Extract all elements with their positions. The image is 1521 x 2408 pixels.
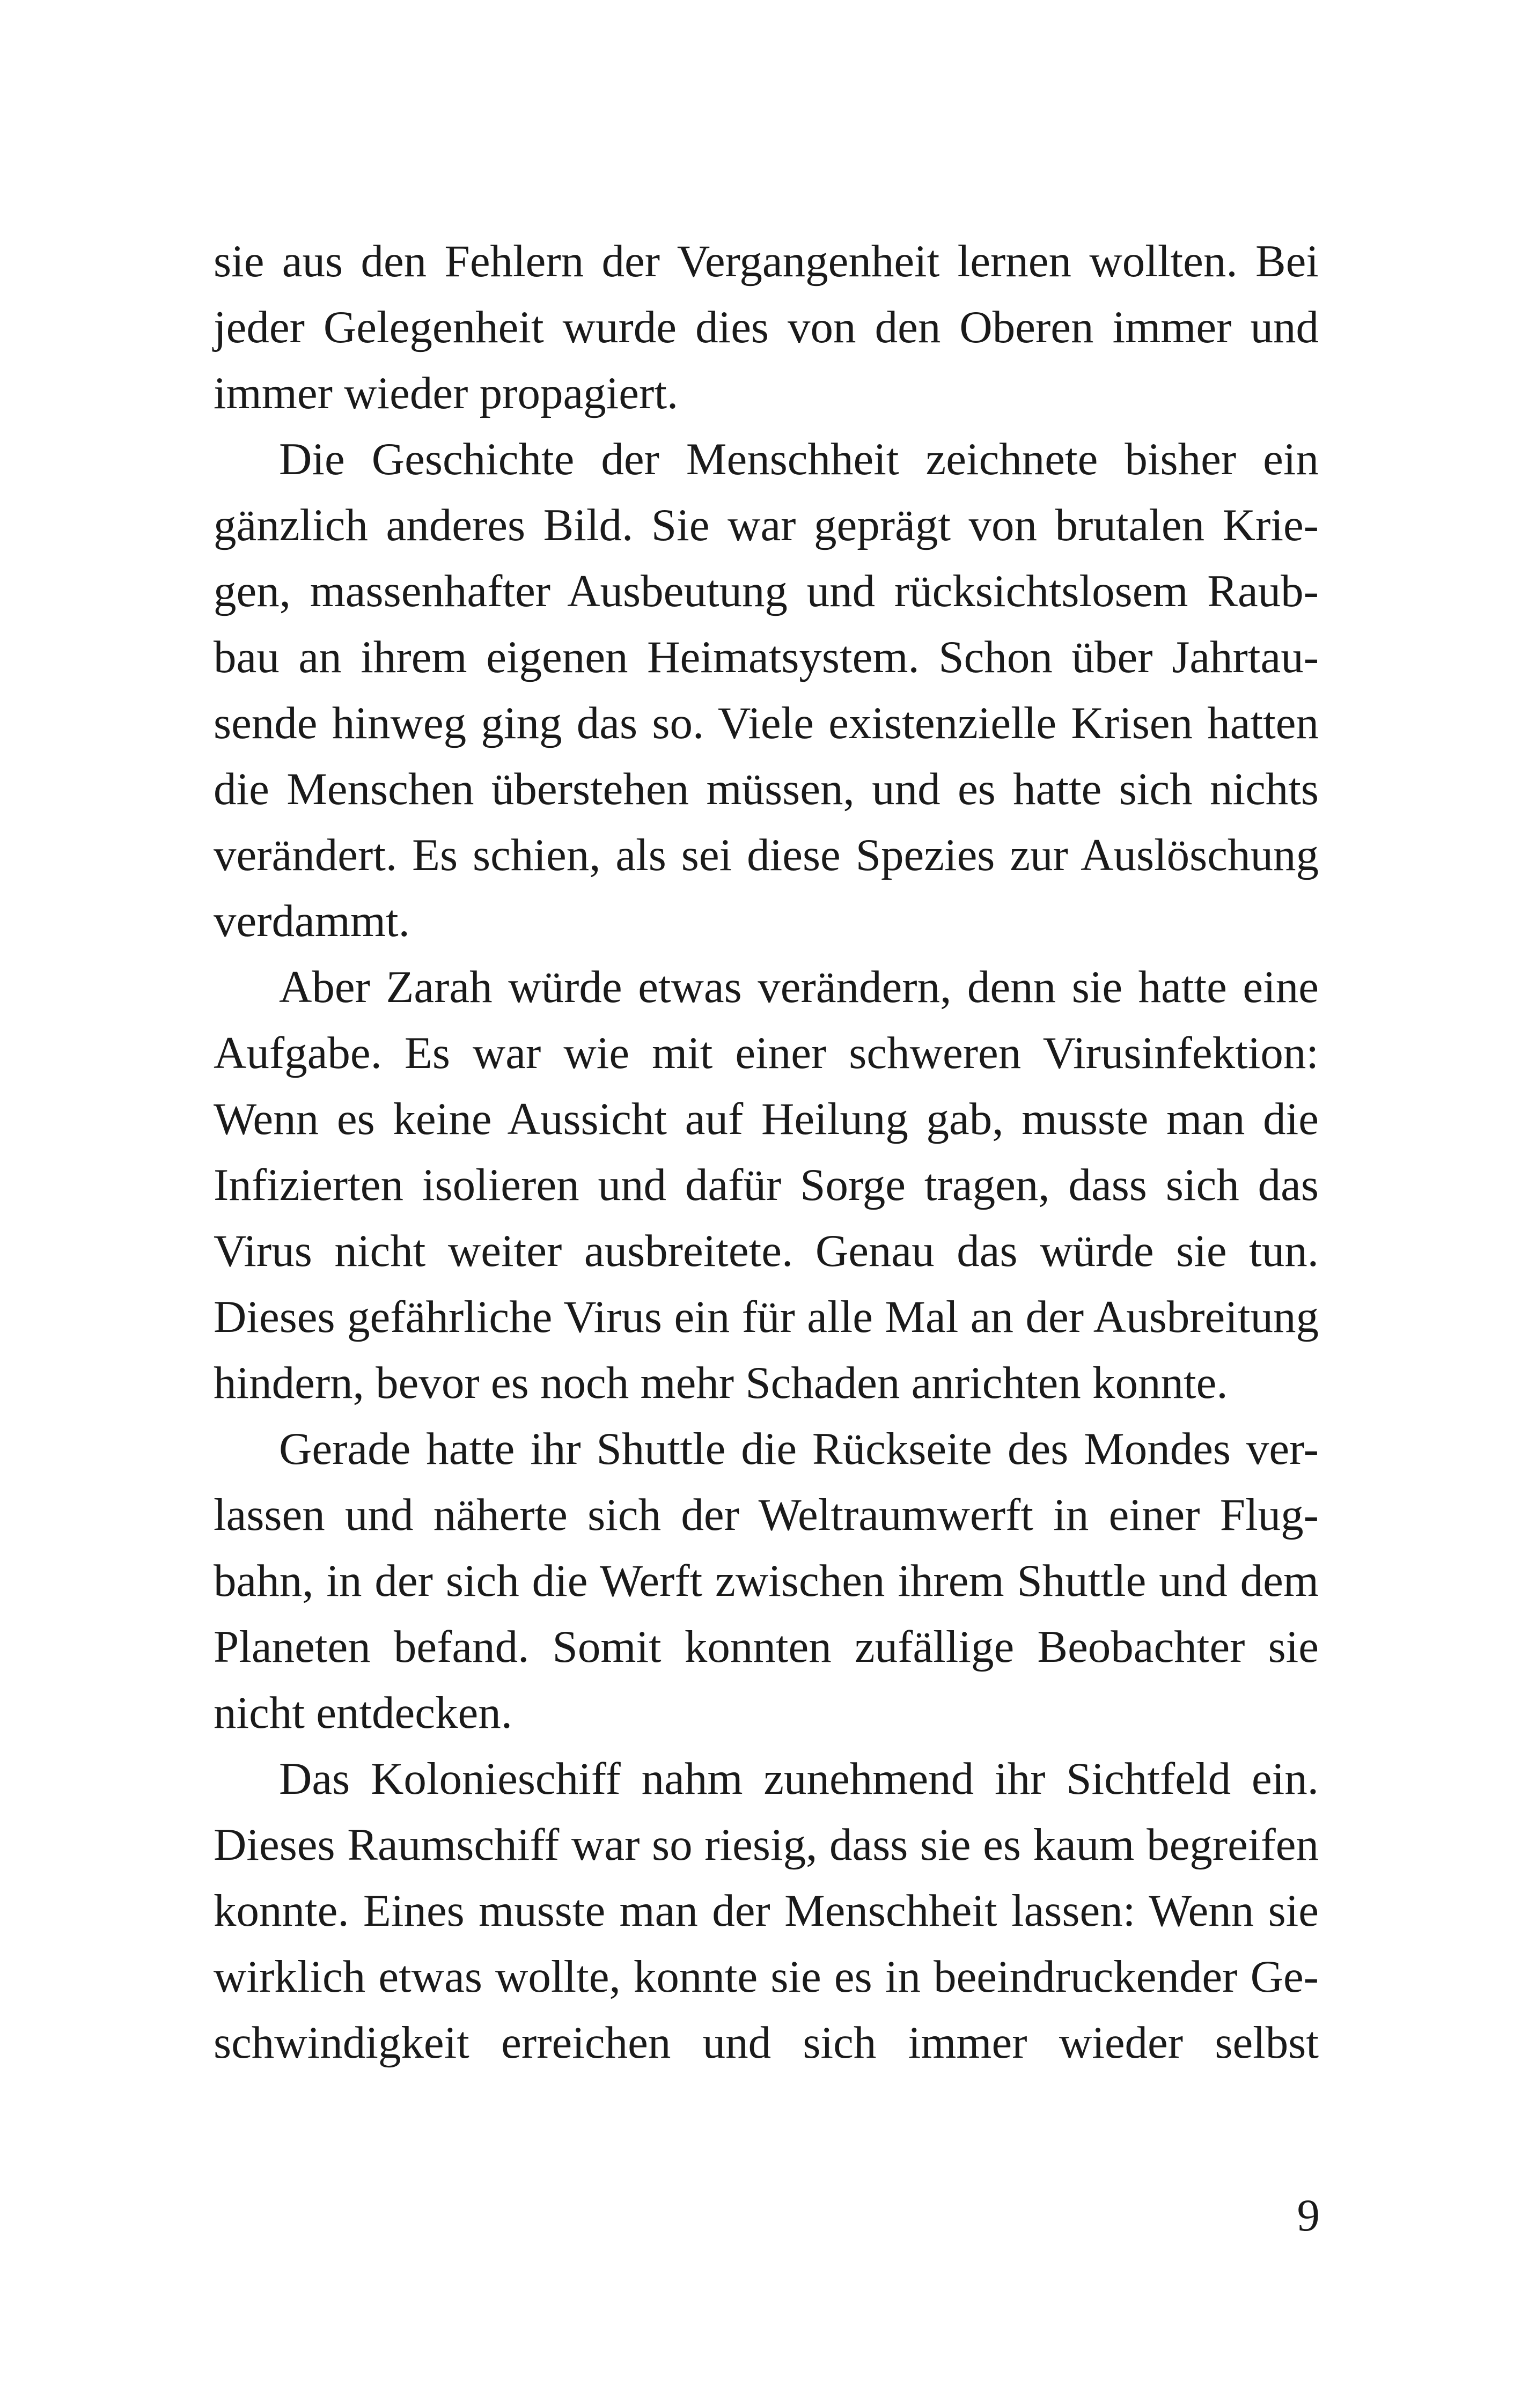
text-line: nicht entdecken. (214, 1688, 512, 1738)
text-line: gänzlich anderes Bild. Sie war geprägt von brutalen Krie- (214, 500, 1319, 550)
text-line: verdammt. (214, 896, 410, 946)
text-line: Die Geschichte der Menschheit zeichnete bisher ein (279, 434, 1319, 484)
text-line: sende hinweg ging das so. Viele existenzielle Krisen hatten (214, 698, 1319, 748)
text-line: bau an ihrem eigenen Heimatsystem. Schon über Jahrtau- (214, 632, 1319, 682)
text-line: lassen und näherte sich der Weltraumwerft in einer Flug- (214, 1490, 1319, 1540)
text-line: die Menschen überstehen müssen, und es hatte sich nichts (214, 764, 1319, 814)
page-number: 9 (1297, 2190, 1320, 2241)
text-line: Dieses Raumschiff war so riesig, dass sie es kaum begreifen (214, 1820, 1319, 1870)
text-line: Virus nicht weiter ausbreitete. Genau das würde sie tun. (214, 1226, 1319, 1276)
text-line: hindern, bevor es noch mehr Schaden anrichten konnte. (214, 1358, 1228, 1408)
text-line: immer wieder propagiert. (214, 368, 679, 418)
text-line: Aufgabe. Es war wie mit einer schweren Virusinfektion: (214, 1028, 1319, 1078)
text-line: Aber Zarah würde etwas verändern, denn sie hatte eine (279, 962, 1319, 1012)
text-line: jeder Gelegenheit wurde dies von den Oberen immer und (214, 302, 1319, 352)
text-line: bahn, in der sich die Werft zwischen ihrem Shuttle und dem (214, 1556, 1319, 1606)
text-line: sie aus den Fehlern der Vergangenheit lernen wollten. Bei (214, 236, 1319, 286)
text-line: wirklich etwas wollte, konnte sie es in beeindruckender Ge- (214, 1952, 1319, 2002)
text-line: Planeten befand. Somit konnten zufällige Beobachter sie (214, 1622, 1319, 1672)
text-line: Dieses gefährliche Virus ein für alle Mal an der Ausbreitung (214, 1292, 1319, 1342)
text-line: schwindigkeit erreichen und sich immer wieder selbst (214, 2017, 1319, 2068)
text-line: Das Kolonieschiff nahm zunehmend ihr Sichtfeld ein. (279, 1754, 1319, 1804)
text-line: konnte. Eines musste man der Menschheit lassen: Wenn sie (214, 1886, 1319, 1936)
text-line: Gerade hatte ihr Shuttle die Rückseite des Mondes ver- (279, 1424, 1319, 1474)
text-line: gen, massenhafter Ausbeutung und rücksichtslosem Raub- (214, 566, 1319, 616)
text-line: verändert. Es schien, als sei diese Spezies zur Auslöschung (214, 830, 1319, 880)
text-line: Infizierten isolieren und dafür Sorge tragen, dass sich das (214, 1160, 1319, 1210)
text-line: Wenn es keine Aussicht auf Heilung gab, musste man die (214, 1094, 1319, 1144)
